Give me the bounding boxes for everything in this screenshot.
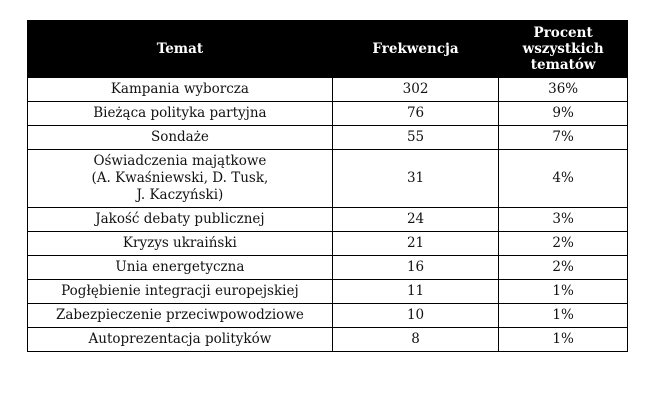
- cell-topic: Pogłębienie integracji europejskiej: [28, 280, 333, 304]
- cell-topic: Unia energetyczna: [28, 256, 333, 280]
- cell-topic: Oświadczenia majątkowe (A. Kwaśniewski, D. Tusk, J. Kaczyński): [28, 150, 333, 208]
- cell-percent: 2%: [499, 256, 628, 280]
- cell-topic: Jakość debaty publicznej: [28, 208, 333, 232]
- table-header: [28, 21, 628, 78]
- cell-frequency: 24: [332, 208, 498, 232]
- table-row: [28, 280, 628, 304]
- cell-frequency: 21: [332, 232, 498, 256]
- table-row: [28, 208, 628, 232]
- topics-table: [27, 20, 628, 352]
- cell-percent: 2%: [499, 232, 628, 256]
- cell-percent: 3%: [499, 208, 628, 232]
- table-row: [28, 256, 628, 280]
- table-row: [28, 78, 628, 102]
- header-topic: Temat: [28, 21, 333, 78]
- cell-percent: 36%: [499, 78, 628, 102]
- table-row: [28, 304, 628, 328]
- header-frequency: Frekwencja: [332, 21, 498, 78]
- table-row: [28, 328, 628, 352]
- cell-topic: Bieżąca polityka partyjna: [28, 102, 333, 126]
- header-percent: [499, 21, 628, 78]
- header-row: [28, 21, 628, 78]
- cell-percent: 9%: [499, 102, 628, 126]
- cell-percent: 7%: [499, 126, 628, 150]
- cell-topic: Zabezpieczenie przeciwpowodziowe: [28, 304, 333, 328]
- header-percent-label: Procent wszystkich tematów: [522, 25, 604, 73]
- cell-frequency: 8: [332, 328, 498, 352]
- cell-frequency: 31: [332, 150, 498, 208]
- table-row: [28, 232, 628, 256]
- table-row: [28, 150, 628, 208]
- cell-topic: Kampania wyborcza: [28, 78, 333, 102]
- cell-frequency: 55: [332, 126, 498, 150]
- cell-frequency: 11: [332, 280, 498, 304]
- cell-percent: 1%: [499, 280, 628, 304]
- topics-table-container: [27, 20, 628, 352]
- cell-percent: 4%: [499, 150, 628, 208]
- cell-topic: Sondaże: [28, 126, 333, 150]
- cell-frequency: 302: [332, 78, 498, 102]
- table-row: [28, 102, 628, 126]
- table-row: [28, 126, 628, 150]
- cell-topic: Autoprezentacja polityków: [28, 328, 333, 352]
- cell-percent: 1%: [499, 328, 628, 352]
- cell-frequency: 16: [332, 256, 498, 280]
- cell-topic: Kryzys ukraiński: [28, 232, 333, 256]
- cell-frequency: 76: [332, 102, 498, 126]
- cell-percent: 1%: [499, 304, 628, 328]
- table-body: [28, 78, 628, 352]
- cell-frequency: 10: [332, 304, 498, 328]
